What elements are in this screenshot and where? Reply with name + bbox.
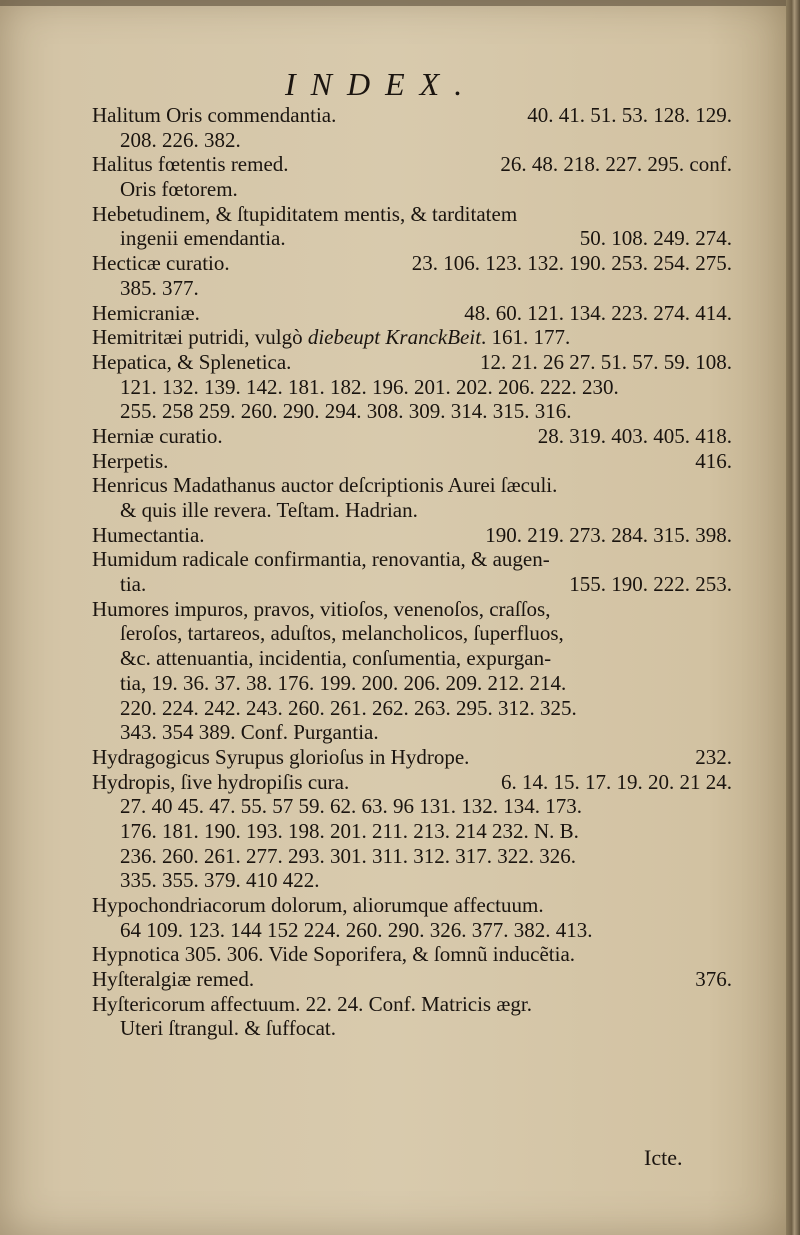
entry-pages: 6. 14. 15. 17. 19. 20. 21 24.	[501, 769, 732, 794]
index-line	[92, 770, 732, 795]
index-line: Hebetudinem, & ſtupiditatem mentis, & tarditatem	[92, 201, 518, 226]
catchword: Icte.	[644, 1145, 683, 1170]
entry-pages: 232.	[695, 744, 732, 769]
entry-pages: 23. 106. 123. 132. 190. 253. 254. 275.	[411, 251, 732, 276]
index-line	[92, 572, 732, 597]
entry-pages: 50. 108. 249. 274.	[579, 226, 732, 251]
index-line: 236. 260. 261. 277. 293. 301. 311. 312. 317. 322. 326.	[120, 843, 576, 868]
index-line: 64 109. 123. 144 152 224. 260. 290. 326. 377. 382. 413.	[120, 917, 593, 942]
index-line	[92, 226, 732, 251]
index-line	[92, 523, 732, 548]
index-line	[92, 967, 732, 992]
page-top-shadow	[0, 0, 786, 6]
index-line	[92, 103, 732, 128]
index-line	[92, 350, 732, 375]
entry-term: Herniæ curatio.	[92, 423, 223, 448]
entry-pages: 416.	[695, 448, 732, 473]
page-header: INDEX.	[285, 66, 478, 102]
entry-term: Hemicraniæ.	[92, 300, 200, 325]
index-line: ſeroſos, tartareos, aduſtos, melancholicos, ſuperfluos,	[120, 621, 564, 646]
entry-pages: 376.	[695, 967, 732, 992]
index-line	[92, 152, 732, 177]
entry-pages: 28. 319. 403. 405. 418.	[537, 423, 732, 448]
index-line: 27. 40 45. 47. 55. 57 59. 62. 63. 96 131. 132. 134. 173.	[120, 794, 582, 819]
entry-term: Hyſteralgiæ remed.	[92, 967, 255, 992]
index-line: 121. 132. 139. 142. 181. 182. 196. 201. 202. 206. 222. 230.	[120, 374, 619, 399]
index-line: Hypnotica 305. 306. Vide Soporifera, & ſomnũ inducẽtia.	[92, 942, 576, 967]
index-line: 343. 354 389. Conf. Purgantia.	[120, 720, 379, 745]
entry-term: tia.	[120, 572, 147, 597]
index-line: Uteri ſtrangul. & ſuffocat.	[120, 1016, 336, 1041]
entry-term: Herpetis.	[92, 448, 169, 473]
index-line: Humores impuros, pravos, vitioſos, venenoſos, craſſos,	[92, 596, 551, 621]
index-line	[92, 325, 732, 350]
index-line: tia, 19. 36. 37. 38. 176. 199. 200. 206. 209. 212. 214.	[120, 670, 567, 695]
entry-term: Hydragogicus Syrupus glorioſus in Hydrope.	[92, 744, 470, 769]
index-line	[92, 449, 732, 474]
index-line: Hypochondriacorum dolorum, aliorumque affectuum.	[92, 893, 544, 917]
entry-pages: 40. 41. 51. 53. 128. 129.	[527, 103, 732, 127]
index-line: Henricus Madathanus auctor deſcriptionis Aurei ſæculi.	[92, 473, 558, 498]
entry-pages: 12. 21. 26 27. 51. 57. 59. 108.	[480, 349, 732, 374]
index-line	[92, 301, 732, 326]
index-line	[92, 251, 732, 276]
index-line: 335. 355. 379. 410 422.	[120, 868, 320, 893]
index-line: &c. attenuantia, incidentia, conſumentia, expurgan-	[120, 646, 552, 671]
index-line: Humidum radicale confirmantia, renovantia, & augen-	[92, 547, 550, 572]
index-line: Oris fœtorem.	[120, 177, 238, 202]
entry-term: Hecticæ curatio.	[92, 251, 230, 276]
entry-term: Humectantia.	[92, 522, 205, 547]
entry-pages: . 161. 177.	[481, 325, 571, 350]
entry-term: Hydropis, ſive hydropiſis cura.	[92, 769, 350, 794]
index-entries	[92, 103, 732, 1041]
entry-term: Halitus fœtentis remed.	[92, 152, 289, 177]
entry-pages: 26. 48. 218. 227. 295. conf.	[500, 152, 732, 177]
index-line: & quis ille revera. Teſtam. Hadrian.	[120, 498, 418, 522]
index-line: 385. 377.	[120, 275, 199, 300]
index-line	[92, 424, 732, 449]
book-edge	[786, 0, 800, 1235]
index-line: 208. 226. 382.	[120, 127, 241, 152]
entry-pages: 190. 219. 273. 284. 315. 398.	[485, 522, 732, 547]
index-line: Hyſtericorum affectuum. 22. 24. Conf. Matricis ægr.	[92, 991, 532, 1016]
entry-term: ingenii emendantia.	[120, 226, 286, 251]
index-line: 255. 258 259. 260. 290. 294. 308. 309. 314. 315. 316.	[120, 399, 572, 424]
entry-term: Hepatica, & Splenetica.	[92, 349, 292, 374]
entry-pages: 155. 190. 222. 253.	[569, 572, 732, 597]
entry-vernacular: diebeupt KranckBeit	[307, 325, 482, 350]
entry-pages: 48. 60. 121. 134. 223. 274. 414.	[464, 300, 732, 325]
index-line	[92, 745, 732, 770]
entry-term: Halitum Oris commendantia.	[92, 103, 337, 127]
index-line: 176. 181. 190. 193. 198. 201. 211. 213. 214 232. N. B.	[120, 818, 579, 843]
index-line: 220. 224. 242. 243. 260. 261. 262. 263. 295. 312. 325.	[120, 695, 577, 720]
entry-term: Hemitritæi putridi, vulgò	[92, 325, 308, 350]
